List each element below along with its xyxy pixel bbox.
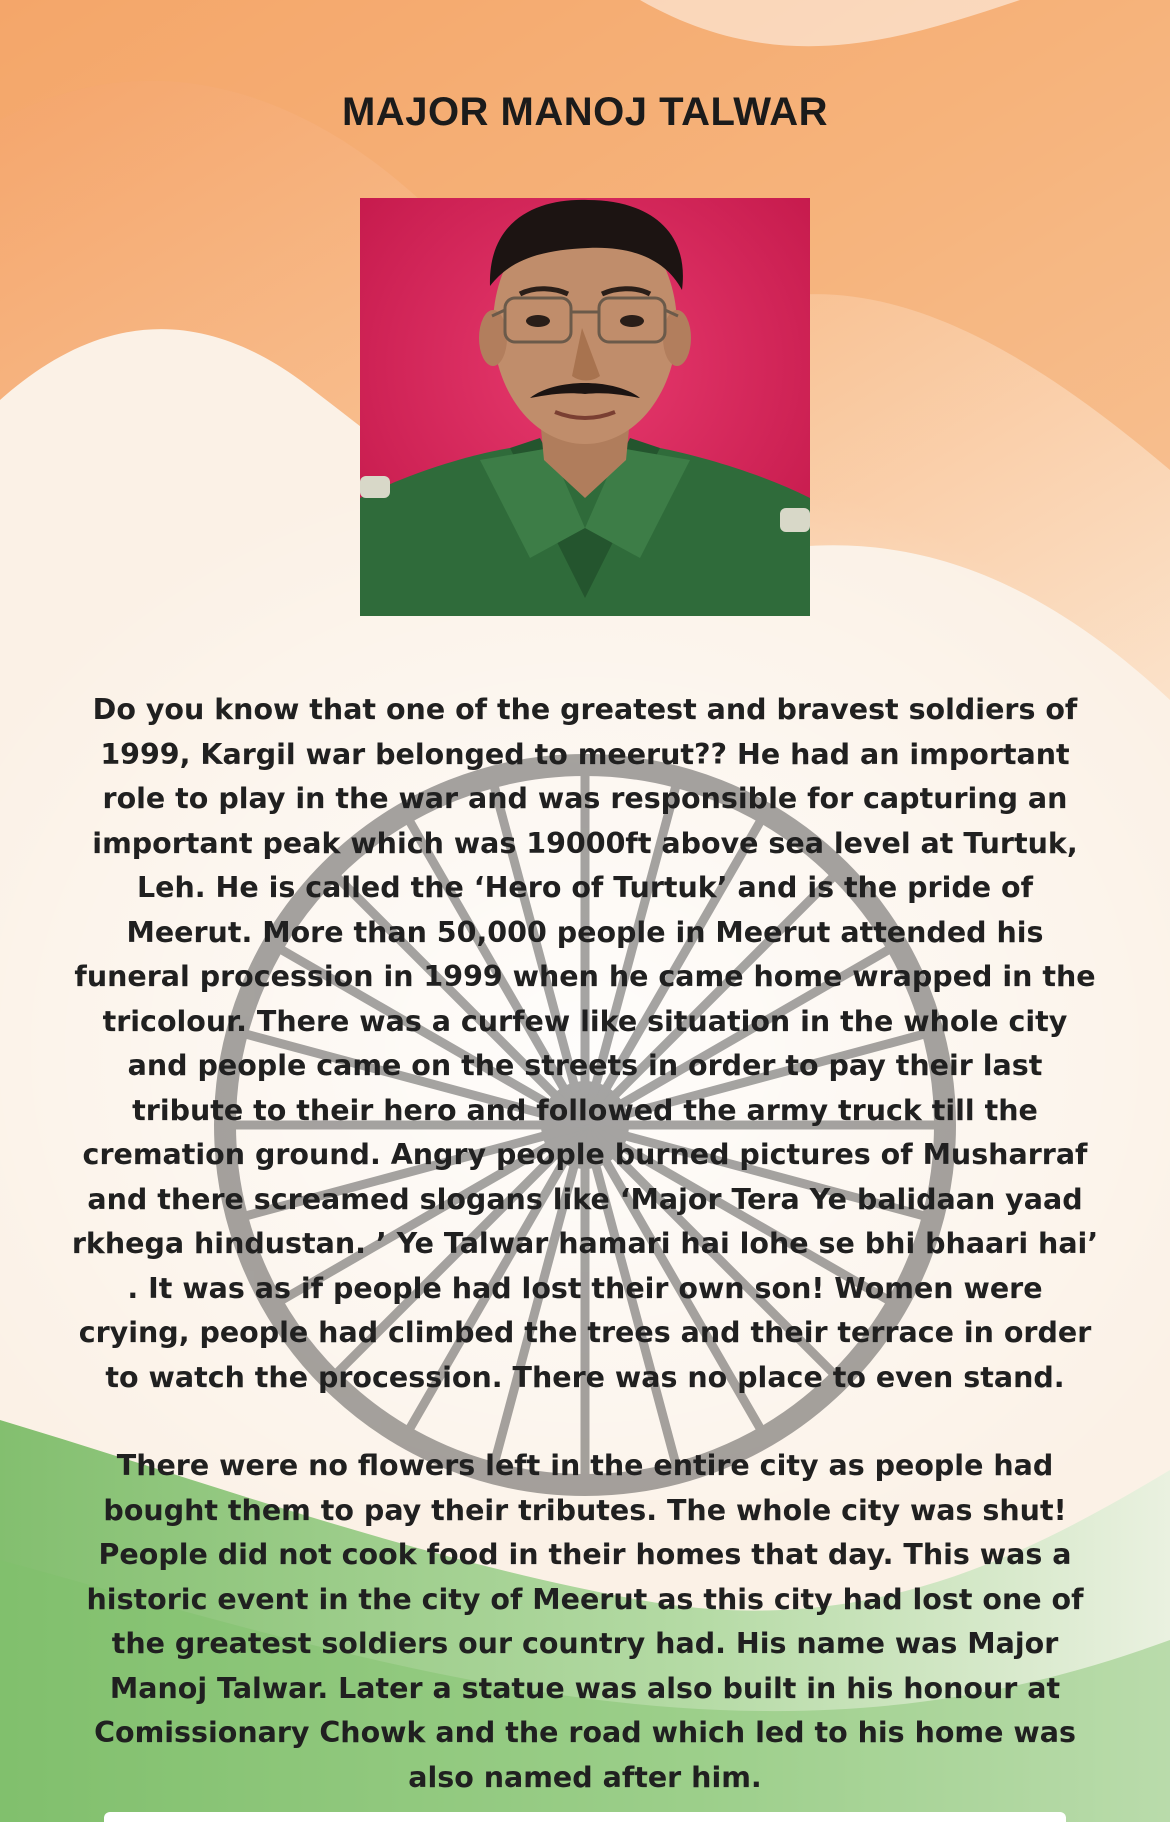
story-paragraph-2: There were no flowers left in the entire city as people had bought them to pay their tributes. The whole city was shut! People did not cook food in their homes that day. This was a historic event in the city of Meerut as this city had lost one of the greatest soldiers our country had. His name was Major Manoj Talwar. Later a statue was also built in his honour at Comissionary Chowk and the road which led to his home was also named after him. xyxy=(86,1449,1084,1794)
story-text xyxy=(70,688,1100,1800)
page-title: MAJOR MANOJ TALWAR xyxy=(341,90,829,134)
bottom-edge-bar xyxy=(104,1812,1066,1822)
story-paragraph-1: Do you know that one of the greatest and bravest soldiers of 1999, Kargil war belonged to meerut?? He had an important role to play in the war and was responsible for capturing an important peak which was 19000ft above sea level at Turtuk, Leh. He is called the ‘Hero of Turtuk’ and is the pride of Meerut. More than 50,000 people in Meerut attended his funeral procession in 1999 when he came home wrapped in the tricolour. There was a curfew like situation in the whole city and people came on the streets in order to pay their last tribute to their hero and followed the army truck till the cremation ground. Angry people burned pictures of Musharraf and there screamed slogans like ‘Major Tera Ye balidaan yaad rkhega hindustan. ’ Ye Talwar hamari hai lohe se bhi bhaari hai’ . It was as if people had lost their own son! Women were crying, people had climbed the trees and their terrace in order to watch the procession. There was no place to even stand. xyxy=(71,693,1099,1394)
soldier-portrait-photo xyxy=(360,198,810,616)
